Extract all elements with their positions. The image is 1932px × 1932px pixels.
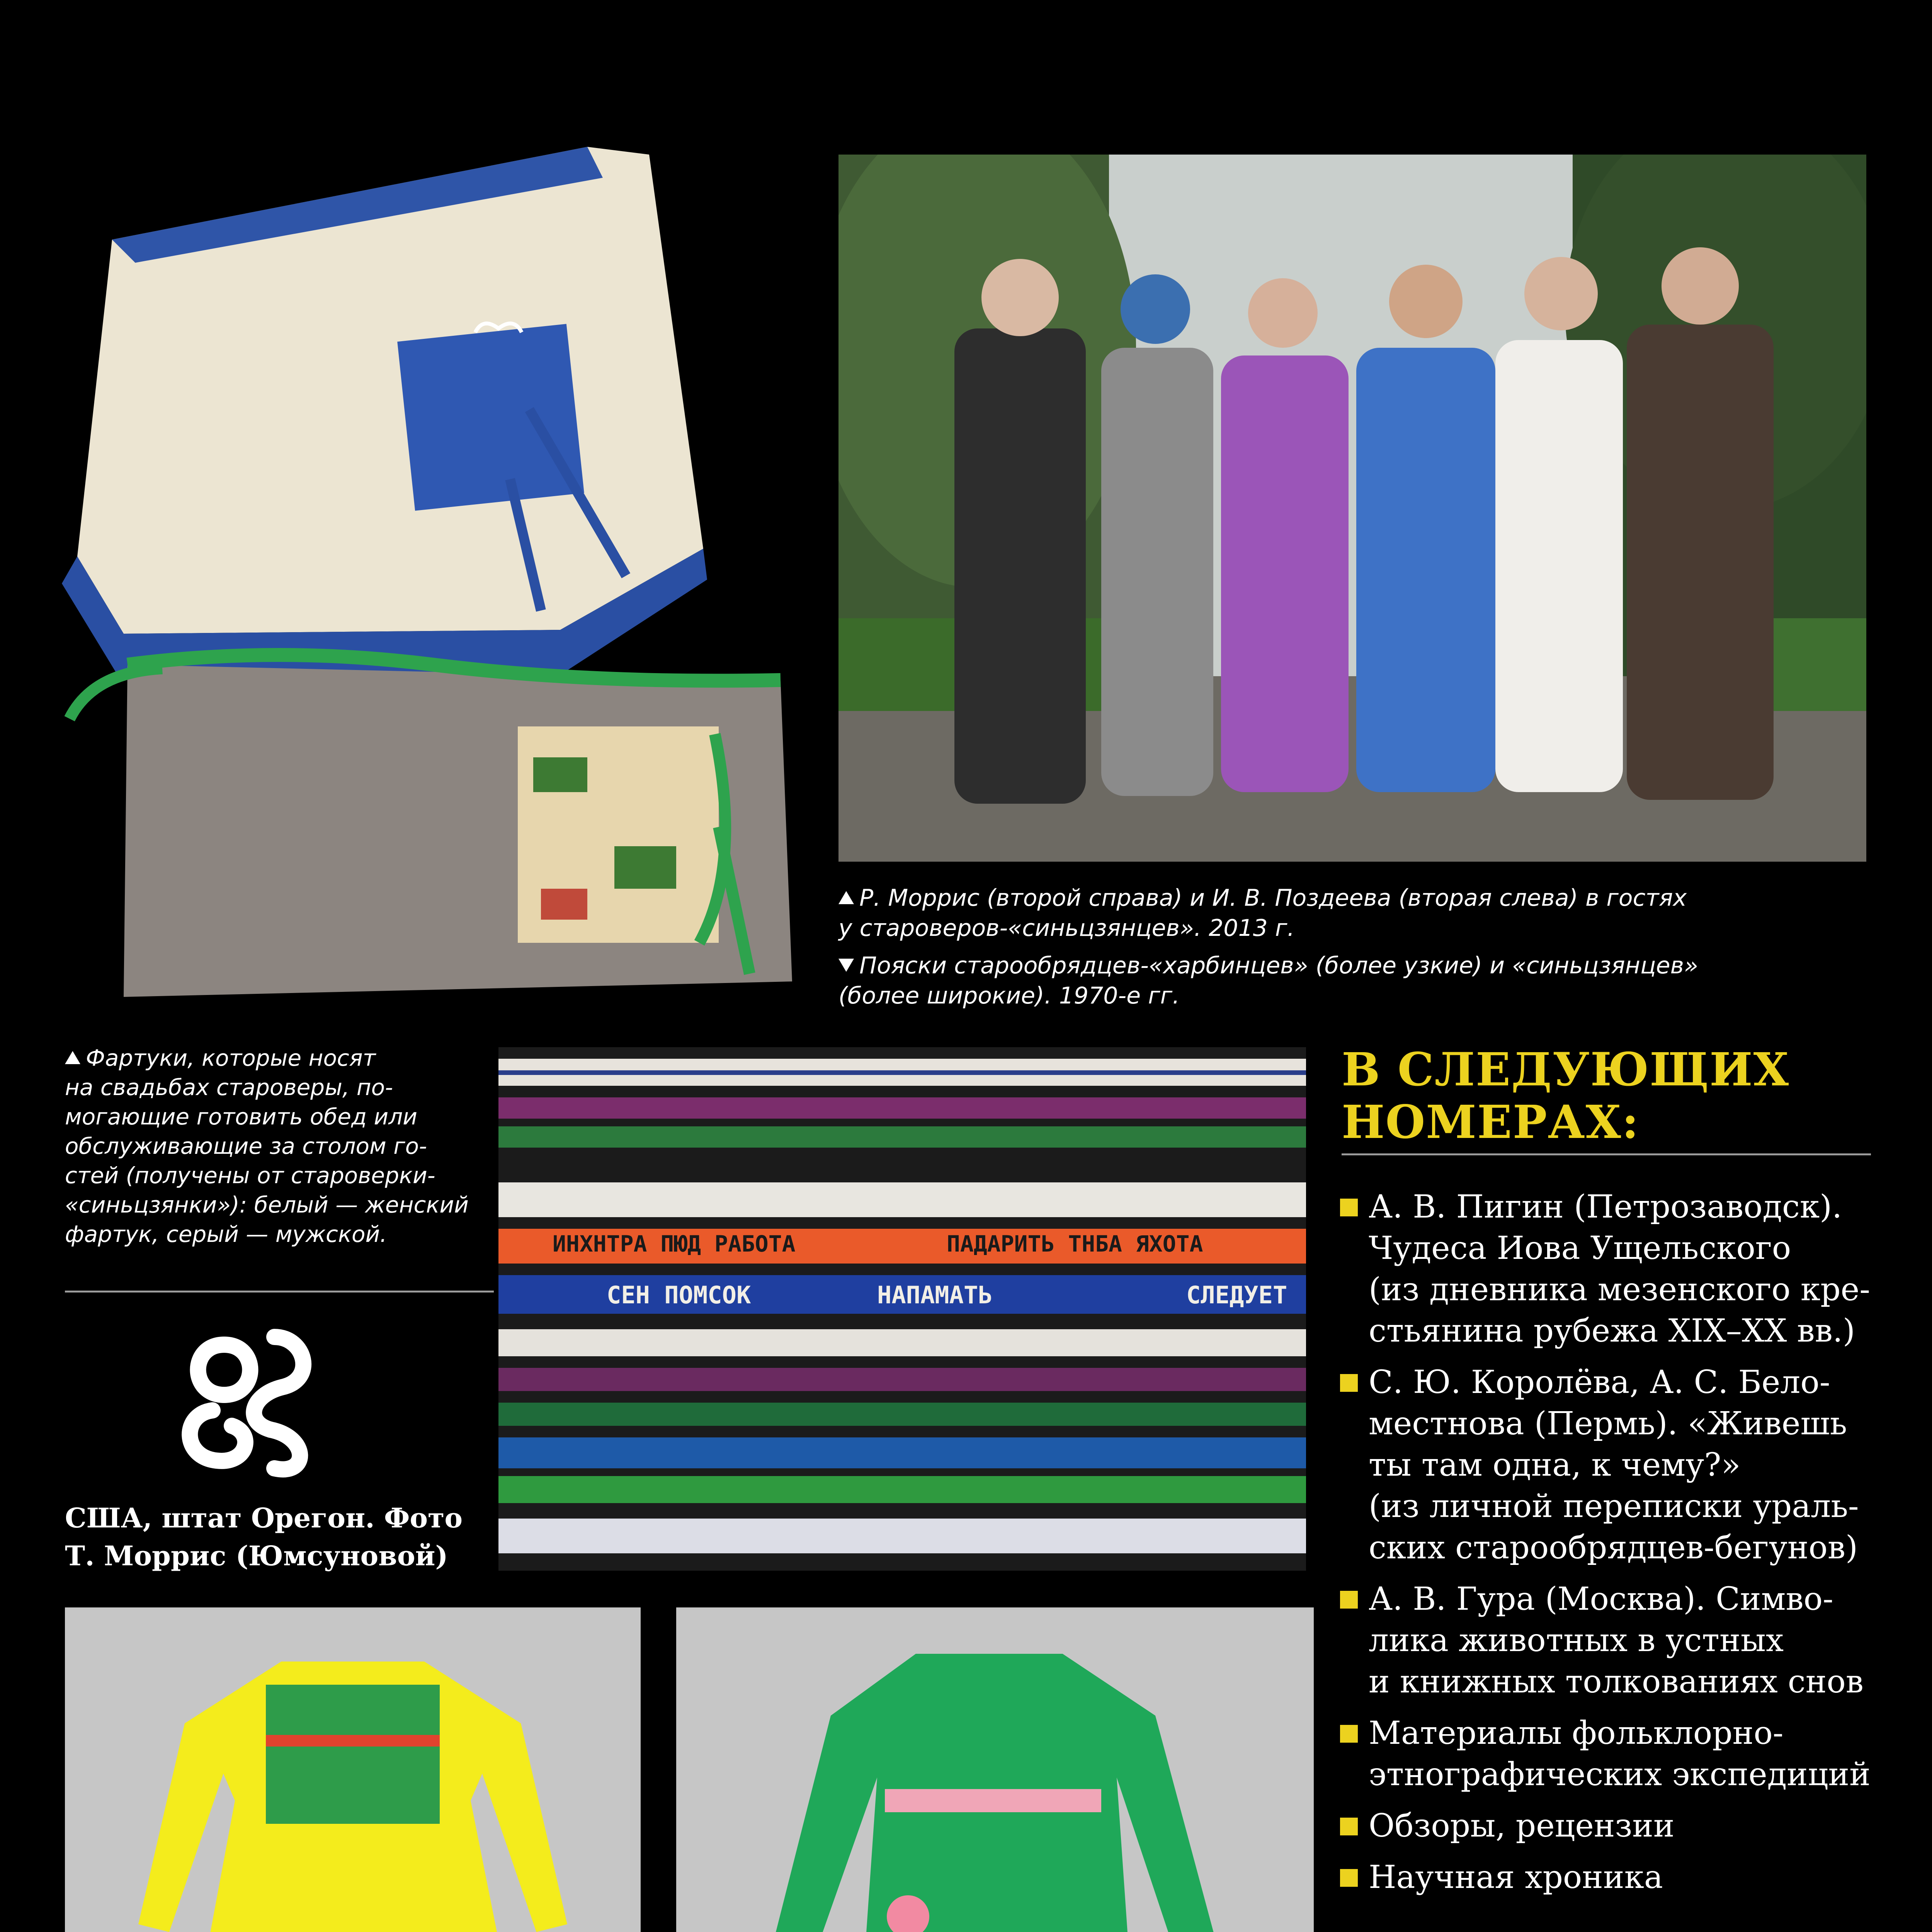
- belt-text-1b: ПАДАРИТЬ ТНБА ЯХОТА: [947, 1231, 1203, 1257]
- divider-left: [65, 1291, 494, 1293]
- yellow-dress-photo: [65, 1607, 641, 1932]
- belts-photo: [498, 1047, 1306, 1571]
- list-item: С. Ю. Королёва, А. С. Бело- местнова (Пермь). «Живешь ты там одна, к чему?» (из личной переписки ураль- ских старообрядцев-бегунов): [1336, 1362, 1885, 1568]
- people-caption: Р. Моррис (второй справа) и И. В. Поздеева (вторая слева) в гостях у староверов-«синьцзянцев». 2013 г.: [838, 884, 1687, 942]
- list-item: А. В. Гура (Москва). Симво- лика животных в устных и книжных толкованиях снов: [1336, 1578, 1885, 1702]
- next-issues-list: [1336, 1186, 1885, 1908]
- arrow-up-icon: [65, 1051, 80, 1064]
- list-item: Материалы фольклорно- этнографических экспедиций: [1336, 1713, 1885, 1795]
- belt-text-2b: НАПАМАТЬ: [877, 1281, 993, 1309]
- divider-right: [1342, 1153, 1871, 1155]
- belt-text-2c: СЛЕДУЕТ: [1186, 1281, 1287, 1309]
- bullet-icon: [1340, 1199, 1358, 1216]
- bullet-icon: [1340, 1818, 1358, 1835]
- journal-logo-icon: [166, 1321, 328, 1484]
- bullet-icon: [1340, 1591, 1358, 1609]
- list-item: Научная хроника: [1336, 1857, 1885, 1898]
- green-dress-photo: [676, 1607, 1314, 1932]
- list-item: Обзоры, рецензии: [1336, 1805, 1885, 1847]
- arrow-up-icon: [838, 891, 854, 904]
- bullet-icon: [1340, 1725, 1358, 1743]
- belt-text-2: СЕН ПОМСОК: [607, 1281, 751, 1309]
- photo-credit: США, штат Орегон. Фото Т. Моррис (Юмсуновой): [65, 1502, 463, 1572]
- list-item: А. В. Пигин (Петрозаводск). Чудеса Иова Ущельского (из дневника мезенского кре- стьянина рубежа XIX–XX вв.): [1336, 1186, 1885, 1352]
- bullet-icon: [1340, 1374, 1358, 1392]
- group-photo: [838, 155, 1866, 862]
- belts-caption: Пояски старообрядцев-«харбинцев» (более узкие) и «синьцзянцев» (более широкие). 1970-е гг.: [838, 952, 1698, 1009]
- bullet-icon: [1340, 1869, 1358, 1887]
- arrow-down-icon: [838, 959, 854, 972]
- aprons-caption: Фартуки, которые носят на свадьбах староверы, по- могающие готовить обед или обслуживающие за столом го- стей (получены от староверки- «синьцзянки»): белый — женский фартук, серый — мужской.: [65, 1045, 469, 1247]
- aprons-photo: [46, 131, 804, 1005]
- next-issues-title: В СЛЕДУЮЩИХ НОМЕРАХ:: [1342, 1043, 1790, 1149]
- belt-text-1: ИНХНТРА ПЮД РАБОТА: [553, 1231, 796, 1257]
